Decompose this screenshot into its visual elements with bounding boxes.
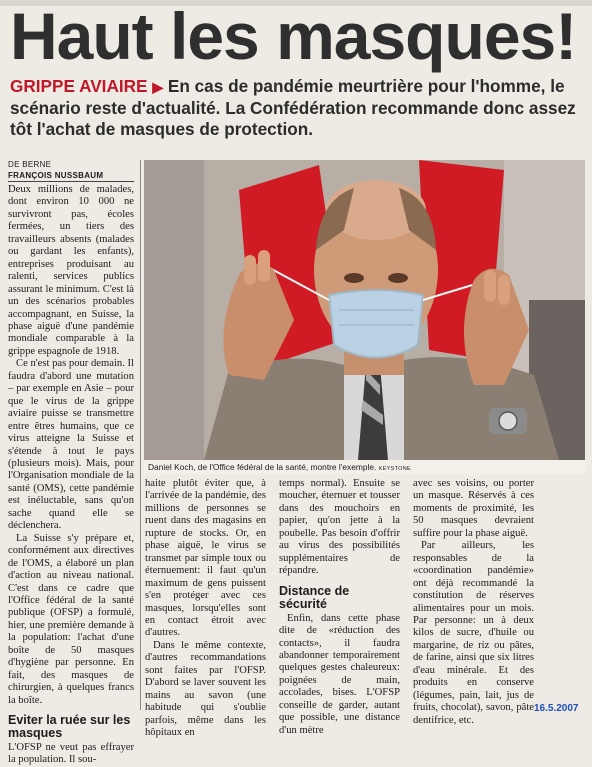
kicker: GRIPPE AVIAIRE — [10, 76, 148, 96]
subheading: Distance de sécurité — [279, 583, 350, 611]
paragraph: Enfin, dans cette phase dite de «réduction des contacts», il faudra abandonner temporairement quelques gestes chaleureux: poignées de main, accolades, bises. L'OFSP conseille de garder, autant que possible, une distance d'un mètre — [279, 612, 400, 736]
paragraph: temps normal). Ensuite se moucher, éternuer et tousser dans des mouchoirs en papier, qu'on jette à la poubelle. Pas besoin d'offrir au virus des possibilités supplémentaires de répandre. — [279, 478, 400, 577]
lead-text: En cas de pandémie meurtrière pour l'homme, le scénario reste d'actualité. La Confédération recommande donc assez tôt l'achat de masques de protection. — [10, 76, 576, 139]
article-column-2 — [145, 478, 266, 740]
subheading: Eviter la ruée sur les masques — [8, 713, 131, 741]
headline: Haut les masques! — [10, 0, 577, 73]
paragraph: Par ailleurs, les responsables de la «coordination pandémie» ont déjà recommandé la constitution de réserves alimentaires pour un mois. Par personne: un à deux kilos de sucre, d'huile ou margarine, de riz ou pâtes, de farine, ainsi que six litres d'eau minérale. Et des produits en conserve (légumes, pain, lait, jus de fruits, chocolat), savon, pâte dentifrice, etc. — [413, 540, 534, 726]
column-rule — [140, 160, 141, 710]
photo-caption — [144, 460, 585, 474]
author-byline: FRANÇOIS NUSSBAUM — [8, 170, 134, 182]
paragraph: Ce n'est pas pour demain. Il faudra d'abord une mutation – par exemple en Asie – pour que le virus de la grippe aviaire puisse se transmettre entre êtres humains, que ce virus atteigne la Suisse et s'étende à tout le pays (plusieurs mois). Mais, pour l'Organisation mondiale de la santé (OMS), cette pandémie est inéluctable, sans qu'on sache quand elle se déclenchera. — [8, 358, 134, 532]
paragraph: haite plutôt éviter que, à l'arrivée de la pandémie, des millions de personnes se ruent dans des magasins en rupture de stocks. Or, en phase aiguë, le virus se transmet par simple toux ou éternuement: il faut qu'un maximum de gens puissent s'en protéger avec ces masques, lorsqu'elles sont en contact étroit avec d'autres. — [145, 478, 266, 639]
photo-illustration — [144, 160, 585, 460]
lead-paragraph — [10, 76, 582, 140]
date-stamp: 16.5.2007 — [534, 703, 579, 714]
article-column-3 — [279, 478, 400, 737]
caption-text: Daniel Koch, de l'Office fédéral de la santé, montre l'exemple. — [148, 462, 377, 472]
paragraph: Deux millions de malades, dont environ 10 000 ne survivront pas, écoles fermées, un tiers des travailleurs absents (malades ou gardant les enfants), entreprises produisant au ralenti, services publics assurant le minimum. C'est là un des scénarios probables accompagnant, en Suisse, la phase aiguë d'une pandémie mondiale comparable à la grippe espagnole de 1918. — [8, 184, 134, 357]
article-column-4 — [413, 478, 534, 727]
article-column-1 — [8, 160, 134, 767]
paragraph: L'OFSP ne veut pas effrayer la population. Il sou- — [8, 742, 134, 766]
photo-credit: KEYSTONE — [378, 466, 411, 472]
dateline: DE BERNE — [8, 160, 52, 169]
paragraph: Dans le même contexte, d'autres recommandations sont faites par l'OFSP. D'abord se laver souvent les mains au savon (une habitude qui s'oublie parfois, même dans les hôpitaux en — [145, 639, 266, 739]
paragraph: La Suisse s'y prépare et, conformément aux directives de l'OMS, a élaboré un plan d'action au niveau national. C'est dans ce cadre que l'Office fédéral de la santé publique (OFSP) a formulé, hier, une première demande à la population: l'achat d'une boîte de 50 masques d'hygiène par personne. En fait, des masques de chirurgien, à quelques francs la boîte. — [8, 532, 134, 706]
news-photo — [144, 160, 585, 460]
paragraph: avec ses voisins, ou porter un masque. Réservés à ces moments de proximité, les 50 masques devraient suffire pour la phase aiguë. — [413, 478, 534, 539]
triangle-arrow-icon: ▶ — [152, 79, 164, 95]
